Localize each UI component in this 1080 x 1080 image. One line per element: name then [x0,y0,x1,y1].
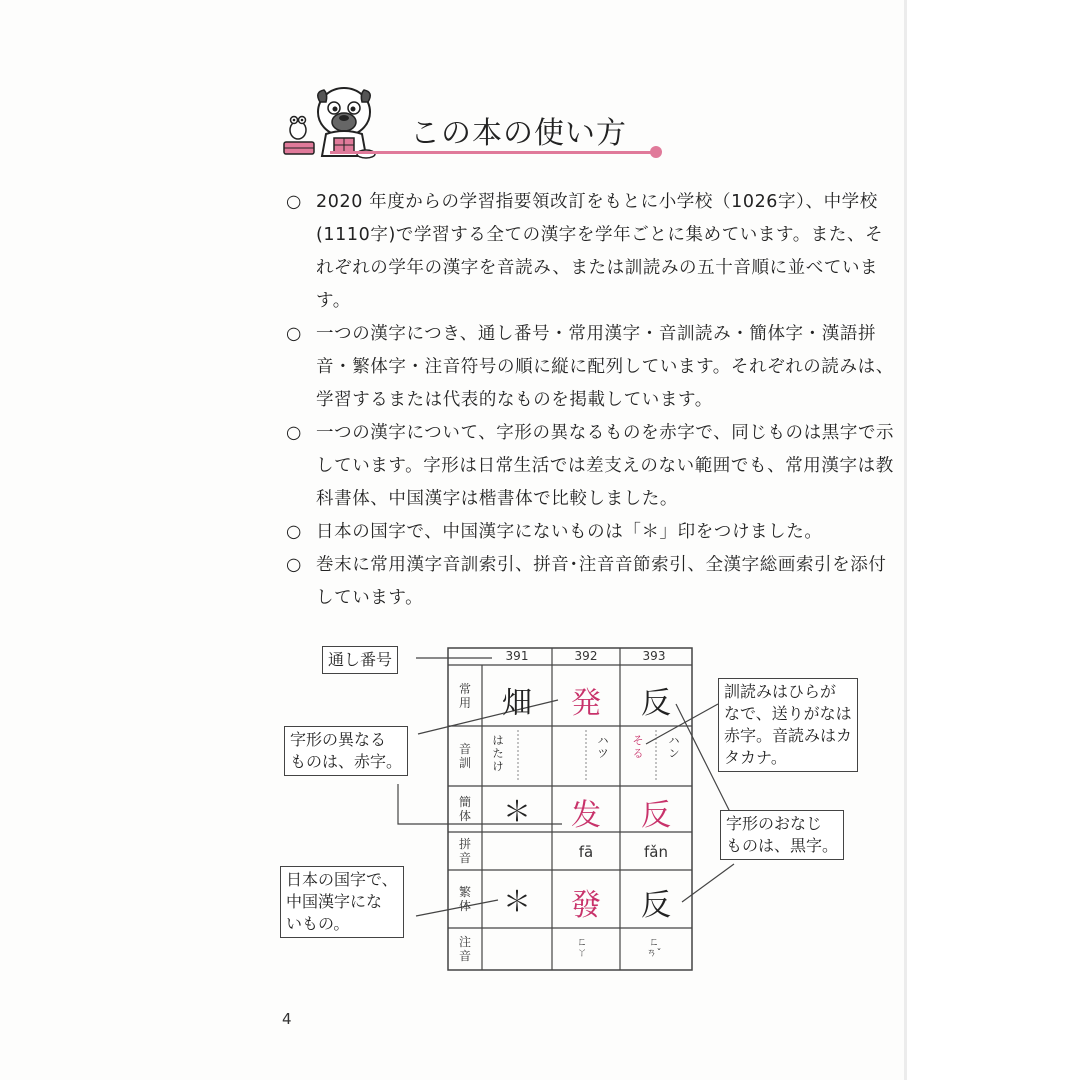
simplified-kanji: 反 [641,798,671,833]
joyo-kanji: 反 [641,686,671,721]
usage-note-text: 一つの漢字につき、通し番号・常用漢字・音訓読み・簡体字・漢語拼音・繁体字・注音符号の順に縦に配列しています。それぞれの読みは、学習するまたは代表的なものを掲載しています。 [316,324,894,410]
callout-kokuji: 日本の国字で、 中国漢字にな いもの。 [280,866,404,938]
usage-note-text: 一つの漢字について、字形の異なるものを赤字で、同じものは黒字で示しています。字形は日常生活では差支えのない範囲でも、常用漢字は教科書体、中国漢字は楷書体で比較しました。 [316,423,895,509]
usage-note [286,549,896,615]
zhuyin-text: ㄈ ㄚ [577,937,587,959]
row-label-pinyin: 拼 音 [458,837,471,865]
on-reading: ハツ [597,734,609,760]
joyo-kanji: 畑 [502,686,532,721]
serial-number: 391 [505,649,529,663]
title-underline-dot [650,146,662,158]
callout-readings: 訓読みはひらが なで、送りがなは 赤字。音読みはカ タカナ。 [718,678,858,772]
usage-note-text: 2020 年度からの学習指要領改訂をもとに小学校（1026字）、中学校(1110字)で学習する全ての漢字を学年ごとに集めています。また、それぞれの学年の漢字を音読み、または訓読みの五十音順に並べています。 [316,192,884,311]
row-label-joyo: 常 用 [458,682,471,710]
simplified-kanji: 发 [571,798,601,833]
page-title: この本の使い方 [410,116,627,151]
pinyin-text: fǎn [644,843,668,861]
kun-reading: はたけ [492,734,504,773]
usage-note [286,516,896,549]
row-label-onkun: 音 訓 [458,742,471,770]
pinyin-text: fā [578,843,594,861]
callout-same-form: 字形のおなじ ものは、黒字。 [720,810,844,860]
on-reading: ハン [668,734,680,760]
zhuyin-text: ㄈ ㄢˇ [646,937,662,959]
callout-different-form: 字形の異なる ものは、赤字。 [284,726,408,776]
traditional-kanji: 發 [571,888,601,923]
usage-note [286,186,896,318]
usage-note [286,417,896,516]
pug-mascot-icon [278,80,380,162]
circle-bullet-icon: ○ [286,324,302,344]
callout-serial-number: 通し番号 [322,646,398,674]
title-underline [330,151,656,154]
row-label-simplified: 簡 体 [458,795,471,823]
adjacent-page [907,0,1080,1080]
kokuji-mark: ＊ [502,795,531,828]
traditional-kanji: 反 [641,888,671,923]
kokuji-mark: ＊ [502,885,531,918]
circle-bullet-icon: ○ [286,522,302,542]
row-label-traditional: 繁 体 [458,885,471,913]
page-number: 4 [282,1010,292,1028]
joyo-kanji: 発 [571,686,601,721]
usage-notes [286,186,896,615]
serial-number: 392 [574,649,598,663]
circle-bullet-icon: ○ [286,423,302,443]
circle-bullet-icon: ○ [286,555,302,575]
usage-note-text: 巻末に常用漢字音訓索引、拼音･注音音節索引、全漢字総画索引を添付しています。 [316,555,887,608]
usage-note [286,318,896,417]
row-label-zhuyin: 注 音 [458,935,471,963]
circle-bullet-icon: ○ [286,192,302,212]
example-diagram [270,640,890,980]
usage-note-text: 日本の国字で、中国漢字にないものは「＊」印をつけました。 [316,522,823,542]
serial-number: 393 [642,649,666,663]
kun-reading: そる [632,734,644,760]
